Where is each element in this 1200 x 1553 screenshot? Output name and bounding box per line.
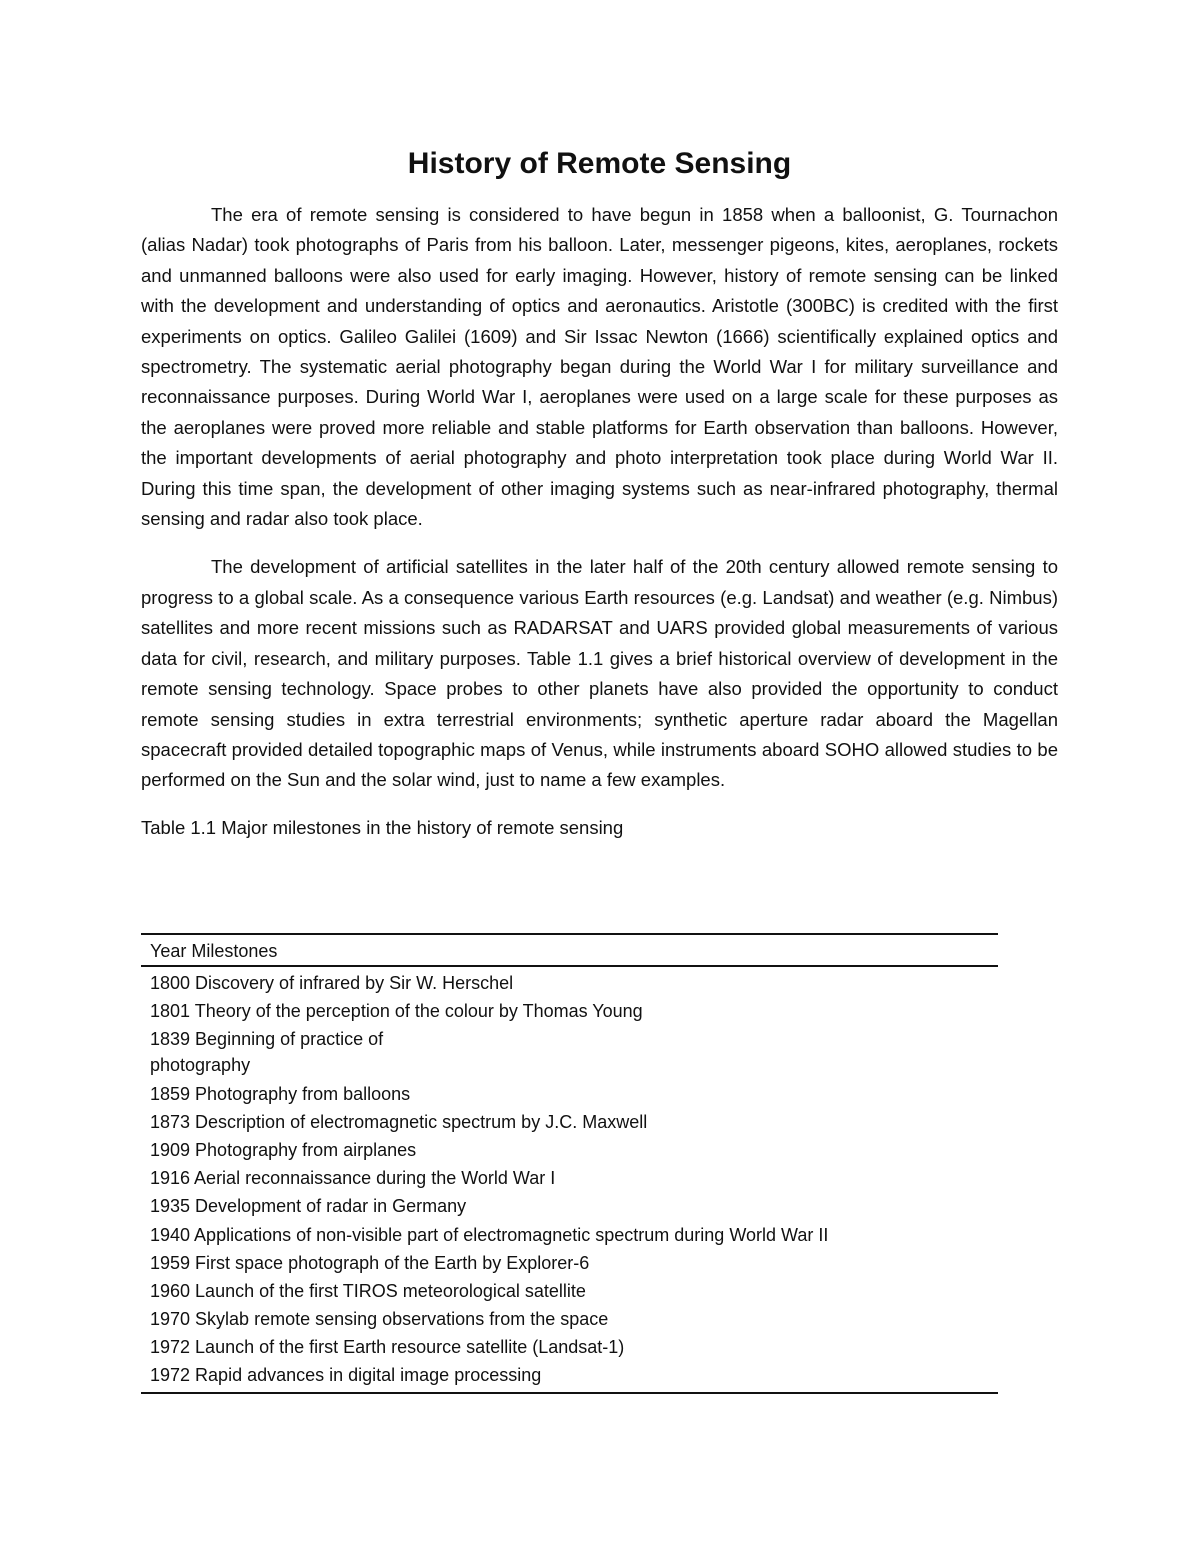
table-row: 1940 Applications of non-visible part of electromagnetic spectrum during World War II: [150, 1224, 829, 1245]
table-row: 1839 Beginning of practice of photography: [150, 1029, 384, 1076]
table-row: 1972 Launch of the first Earth resource satellite (Landsat-1): [150, 1337, 625, 1358]
table-row: 1859 Photography from balloons: [150, 1083, 411, 1104]
paragraph-2: The development of artificial satellites in the later half of the 20th century allowed remote sensing to progress to a global scale. As a consequence various Earth resources (e.g. Landsat) and weather (e.g. Nimbus) satellites and more recent missions such as RADARSAT and UARS provided global measurements of various data for civil, research, and military purposes. Table 1.1 gives a brief historical overview of development in the remote sensing technology. Space probes to other planets have also provided the opportunity to conduct remote sensing studies in extra terrestrial environments; synthetic aperture radar aboard the Magellan spacecraft provided detailed topographic maps of Venus, while instruments aboard SOHO allowed studies to be performed on the Sun and the solar wind, just to name a few examples.: [141, 556, 1058, 791]
table-row: 1960 Launch of the first TIROS meteorological satellite: [150, 1280, 586, 1301]
table-row: 1916 Aerial reconnaissance during the World War I: [150, 1168, 556, 1189]
table-row: 1909 Photography from airplanes: [150, 1139, 417, 1160]
table-row: 1935 Development of radar in Germany: [150, 1196, 467, 1217]
table-row: 1873 Description of electromagnetic spectrum by J.C. Maxwell: [150, 1111, 648, 1132]
document-page: [141, 140, 1058, 1386]
table-row: 1800 Discovery of infrared by Sir W. Herschel: [150, 973, 514, 993]
table-row: 1801 Theory of the perception of the colour by Thomas Young: [150, 1001, 643, 1022]
milestones-table: [141, 933, 998, 1394]
table-header: Year Milestones: [141, 935, 998, 967]
table-row: 1972 Rapid advances in digital image processing: [150, 1365, 542, 1386]
table-row: 1959 First space photograph of the Earth by Explorer-6: [150, 1252, 590, 1273]
table-body: [141, 967, 998, 1392]
table-row: 1970 Skylab remote sensing observations from the space: [150, 1309, 609, 1330]
table-caption: Table 1.1 Major milestones in the history of remote sensing: [141, 816, 624, 838]
paragraph-1: The era of remote sensing is considered to have begun in 1858 when a balloonist, G. Tournachon (alias Nadar) took photographs of Paris from his balloon. Later, messenger pigeons, kites, aeroplanes, rockets and unmanned balloons were also used for early imaging. However, history of remote sensing can be linked with the development and understanding of optics and aeronautics. Aristotle (300BC) is credited with the first experiments on optics. Galileo Galilei (1609) and Sir Issac Newton (1666) scientifically explained optics and spectrometry. The systematic aerial photography began during the World War I for military surveillance and reconnaissance purposes. During World War I, aeroplanes were used on a large scale for these purposes as the aeroplanes were proved more reliable and stable platforms for Earth observation than balloons. However, the important developments of aerial photography and photo interpretation took place during World War II. During this time span, the development of other imaging systems such as near-infrared photography, thermal sensing and radar also took place.: [141, 204, 1058, 530]
page-title: History of Remote Sensing: [407, 147, 792, 180]
